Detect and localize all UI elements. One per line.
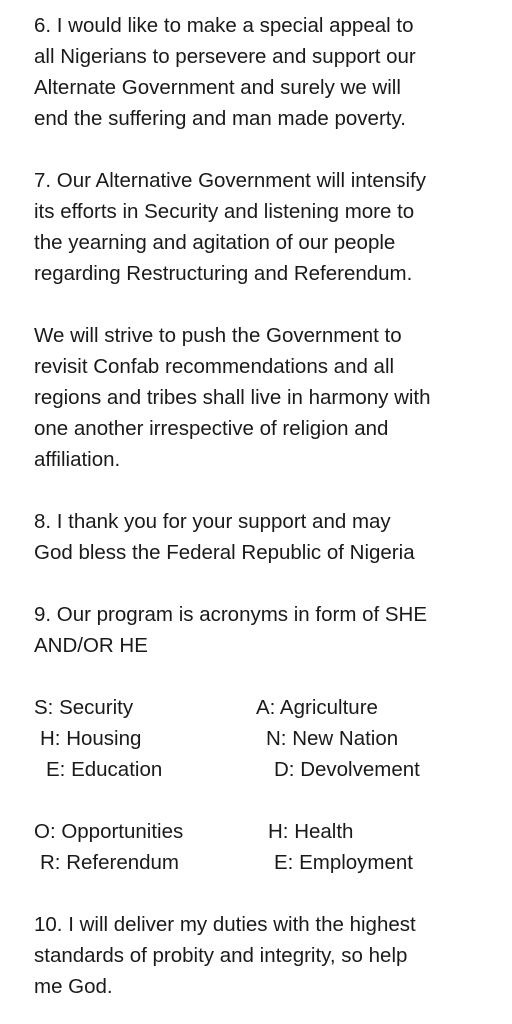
acronym-left: R: Referendum xyxy=(40,851,180,874)
paragraph-spacer xyxy=(34,289,504,320)
paragraph-8-thanks xyxy=(34,506,504,568)
paragraph-spacer xyxy=(34,475,504,506)
text-line: affiliation. xyxy=(34,448,121,471)
text-line: the yearning and agitation of our people xyxy=(34,231,396,254)
text-line: one another irrespective of religion and xyxy=(34,417,389,440)
paragraph-10-duties xyxy=(34,909,504,1002)
text-line: We will strive to push the Government to xyxy=(34,324,402,347)
paragraph-spacer xyxy=(34,134,504,165)
paragraph-6-appeal xyxy=(34,10,504,134)
paragraph-9-program xyxy=(34,599,504,661)
paragraph-spacer xyxy=(34,661,504,692)
text-line: revisit Confab recommendations and all xyxy=(34,355,395,378)
text-line: regarding Restructuring and Referendum. xyxy=(34,262,413,285)
acronym-right: N: New Nation xyxy=(266,727,399,750)
acronym-table-she xyxy=(34,692,504,785)
text-line: me God. xyxy=(34,975,113,998)
acronym-left: O: Opportunities xyxy=(34,820,184,843)
acronym-row xyxy=(34,847,504,878)
text-line: 9. Our program is acronyms in form of SHE xyxy=(34,603,428,626)
text-line: standards of probity and integrity, so help xyxy=(34,944,408,967)
text-line: its efforts in Security and listening more to xyxy=(34,200,415,223)
text-line: AND/OR HE xyxy=(34,634,148,657)
acronym-table-he xyxy=(34,816,504,878)
acronym-right: D: Devolvement xyxy=(274,758,420,781)
paragraph-spacer xyxy=(34,878,504,909)
text-line: Alternate Government and surely we will xyxy=(34,76,401,99)
paragraph-confab xyxy=(34,320,504,475)
acronym-row xyxy=(34,754,504,785)
acronym-row xyxy=(34,816,504,847)
document-page xyxy=(34,10,504,1002)
text-line: 8. I thank you for your support and may xyxy=(34,510,391,533)
acronym-right: H: Health xyxy=(268,820,354,843)
paragraph-spacer xyxy=(34,568,504,599)
acronym-right: A: Agriculture xyxy=(256,696,378,719)
paragraph-7-security xyxy=(34,165,504,289)
text-line: God bless the Federal Republic of Nigeria xyxy=(34,541,415,564)
acronym-row xyxy=(34,692,504,723)
acronym-left: E: Education xyxy=(46,758,163,781)
text-line: end the suffering and man made poverty. xyxy=(34,107,406,130)
text-line: 6. I would like to make a special appeal to xyxy=(34,14,414,37)
text-line: all Nigerians to persevere and support our xyxy=(34,45,416,68)
acronym-row xyxy=(34,723,504,754)
acronym-right: E: Employment xyxy=(274,851,413,874)
acronym-left: S: Security xyxy=(34,696,134,719)
text-line: 10. I will deliver my duties with the highest xyxy=(34,913,416,936)
paragraph-spacer xyxy=(34,785,504,816)
acronym-left: H: Housing xyxy=(40,727,142,750)
text-line: 7. Our Alternative Government will intensify xyxy=(34,169,426,192)
text-line: regions and tribes shall live in harmony with xyxy=(34,386,431,409)
